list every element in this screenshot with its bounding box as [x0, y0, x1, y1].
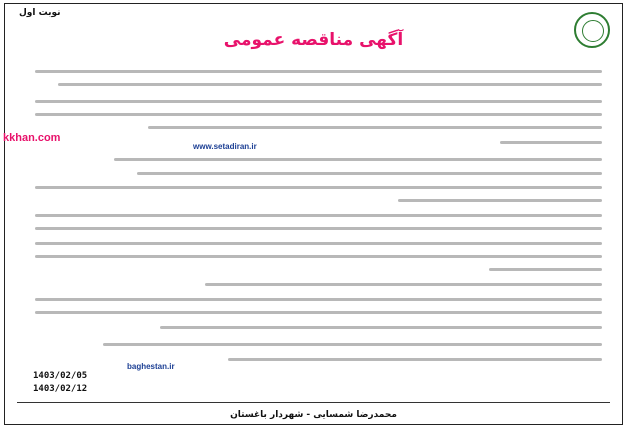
baghestan-link[interactable]: baghestan.ir — [127, 362, 175, 371]
date-2: 1403/02/12 — [33, 384, 88, 394]
text-line — [160, 326, 602, 329]
text-line — [500, 141, 602, 144]
text-line — [35, 186, 602, 189]
text-line — [35, 214, 602, 217]
notice-frame — [4, 3, 623, 425]
setadiran-link[interactable]: www.setadiran.ir — [193, 142, 257, 151]
text-line — [35, 242, 602, 245]
signature: محمدرضا شمسایی - شهردار باغستان — [230, 410, 397, 420]
publication-dates — [33, 370, 87, 396]
text-line — [35, 100, 602, 103]
notice-label: نوبت اول — [19, 8, 61, 18]
text-line — [58, 83, 602, 86]
text-line — [398, 199, 602, 202]
page-title: آگهی مناقصه عمومی — [223, 30, 404, 50]
text-line — [489, 268, 602, 271]
notice-body — [35, 68, 602, 368]
text-line — [137, 172, 602, 175]
text-line — [228, 358, 602, 361]
date-1: 1403/02/05 — [33, 371, 88, 381]
watermark-text: kkhan.com — [3, 132, 61, 144]
text-line — [114, 158, 602, 161]
text-line — [35, 255, 602, 258]
text-line — [205, 283, 602, 286]
text-line — [35, 113, 602, 116]
text-line — [35, 227, 602, 230]
text-line — [148, 126, 602, 129]
divider — [17, 402, 610, 403]
text-line — [35, 70, 602, 73]
text-line — [35, 311, 602, 314]
text-line — [35, 298, 602, 301]
text-line — [103, 343, 602, 346]
